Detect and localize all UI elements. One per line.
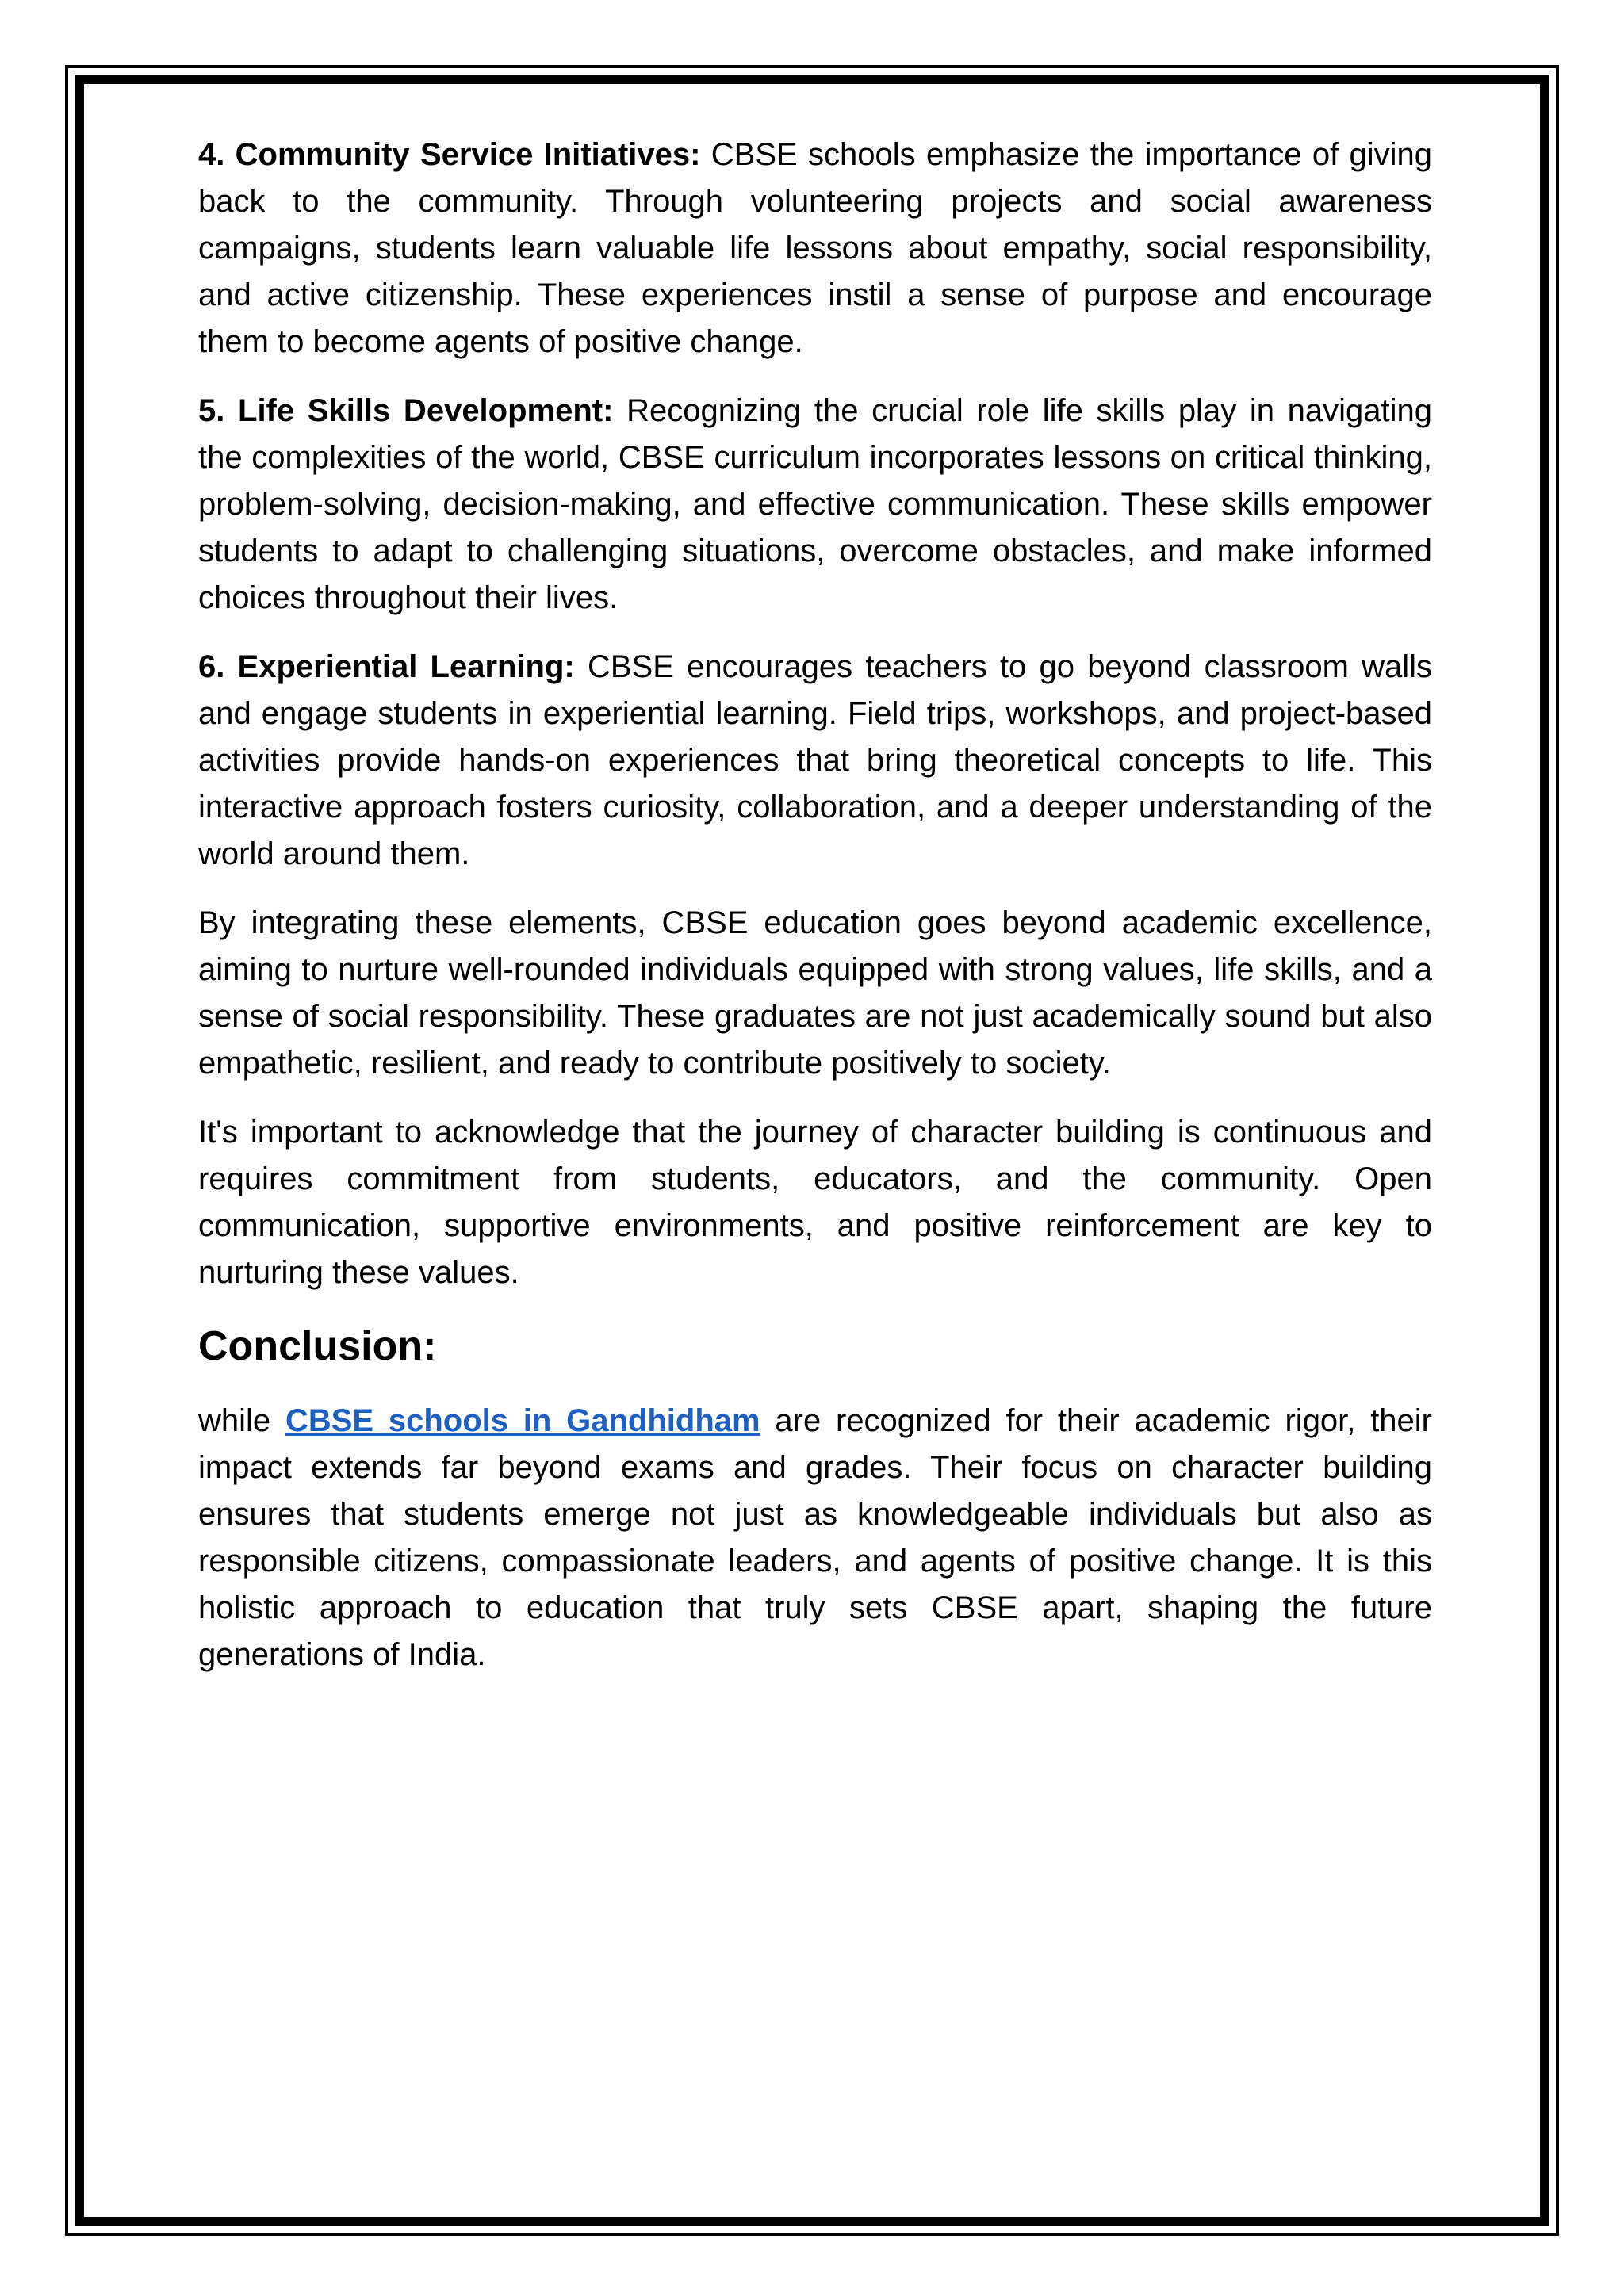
section-body: Recognizing the crucial role life skills play in navigating the complexities of the world, CBSE curriculum incorporates lessons on critical thinking, problem-solving, decision-making, and effective communication. These skills empower students to adapt to challenging situations, overcome obstacles, and make informed choices throughout their lives.	[198, 393, 1432, 615]
section-body: CBSE encourages teachers to go beyond classroom walls and engage students in experiential learning. Field trips, workshops, and project-based activities provide hands-on experiences that bring theoretical concepts to life. This interactive approach fosters curiosity, collaboration, and a deeper understanding of the world around them.	[198, 649, 1432, 871]
section-experiential-learning	[198, 644, 1432, 878]
cbse-schools-gandhidham-link[interactable]: CBSE schools in Gandhidham	[285, 1403, 760, 1438]
section-title: 5. Life Skills Development:	[198, 393, 614, 428]
paragraph-character-journey: It's important to acknowledge that the journey of character building is continuous and requires commitment from students, educators, and the community. Open communication, supportive environments, and positive reinforcement are key to nurturing these values.	[198, 1115, 1432, 1290]
section-body: CBSE schools emphasize the importance of giving back to the community. Through volunteering projects and social awareness campaigns, students learn valuable life lessons about empathy, social responsibility, and active citizenship. These experiences instil a sense of purpose and encourage them to become agents of positive change.	[198, 137, 1433, 359]
section-community-service	[198, 132, 1432, 365]
conclusion-lead: while	[198, 1403, 271, 1438]
document-content	[198, 132, 1432, 1701]
section-title: 6. Experiential Learning:	[198, 649, 575, 684]
conclusion-paragraph	[198, 1398, 1432, 1678]
paragraph-integrating-elements: By integrating these elements, CBSE education goes beyond academic excellence, aiming to nurture well-rounded individuals equipped with strong values, life skills, and a sense of social responsibility. These graduates are not just academically sound but also empathetic, resilient, and ready to contribute positively to society.	[198, 905, 1432, 1081]
conclusion-heading: Conclusion:	[198, 1323, 437, 1369]
conclusion-body: are recognized for their academic rigor, their impact extends far beyond exams and grades. Their focus on character building ensures that students emerge not just as knowledgeable individuals but also as responsible citizens, compassionate leaders, and agents of positive change. It is this holistic approach to education that truly sets CBSE apart, shaping the future generations of India.	[198, 1403, 1433, 1672]
section-title: 4. Community Service Initiatives:	[198, 137, 701, 172]
section-life-skills	[198, 388, 1432, 622]
